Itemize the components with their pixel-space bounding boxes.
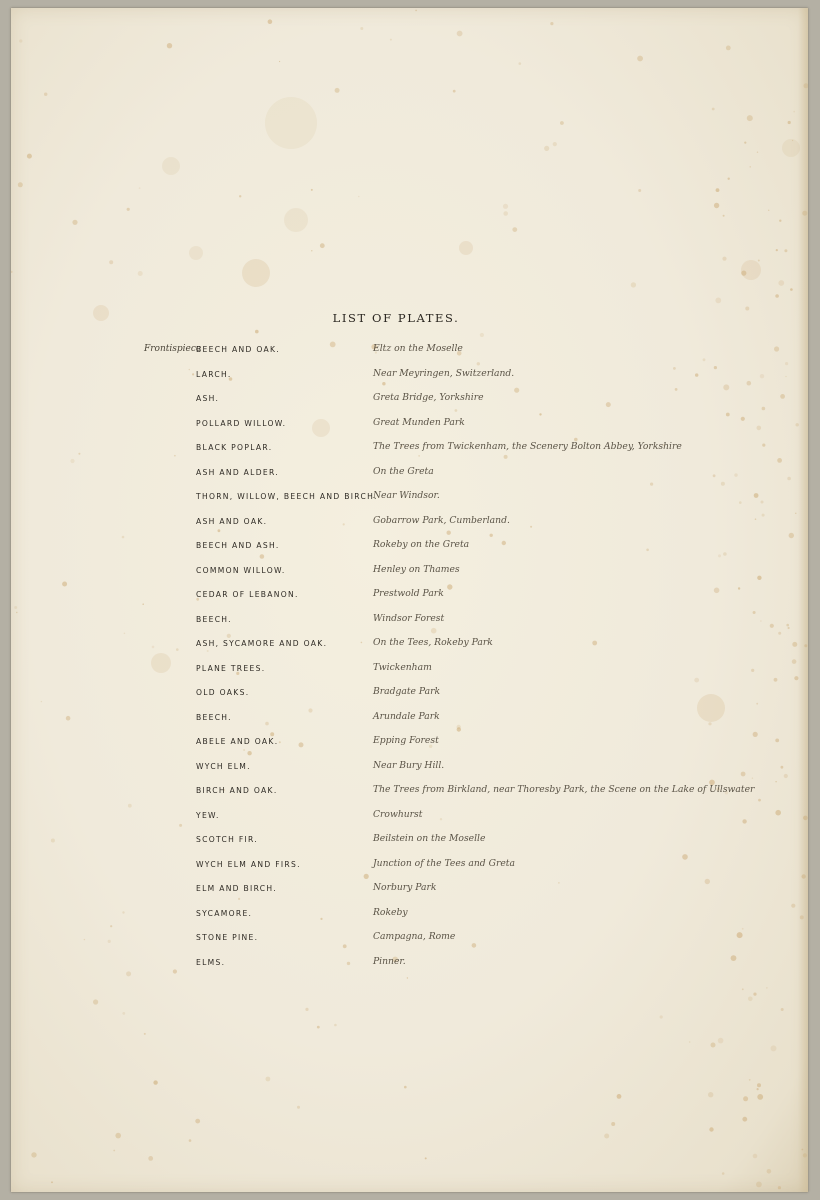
plate-location: Rokeby on the Greta bbox=[373, 539, 470, 550]
plate-location: Gobarrow Park, Cumberland. bbox=[373, 514, 510, 526]
plate-tree-name: BEECH AND OAK. bbox=[196, 345, 280, 354]
plate-location: Eltz on the Moselle bbox=[373, 343, 463, 354]
plate-location: Epping Forest bbox=[373, 735, 439, 746]
list-item bbox=[11, 932, 808, 957]
list-item bbox=[11, 859, 808, 884]
plate-tree-name: STONE PINE. bbox=[196, 933, 259, 942]
plate-location: Crowhurst bbox=[373, 808, 423, 820]
plate-location: Beilstein on the Moselle bbox=[373, 833, 486, 844]
plate-tree-name: ELM AND BIRCH. bbox=[196, 884, 277, 893]
plate-location: Near Windsor. bbox=[373, 490, 440, 501]
plate-tree-name: POLLARD WILLOW. bbox=[196, 418, 287, 428]
plate-tree-name: YEW. bbox=[196, 810, 220, 820]
plate-tree-name: OLD OAKS. bbox=[196, 688, 250, 697]
frontispiece-label: Frontispiece bbox=[144, 344, 202, 354]
page-title: LIST OF PLATES. bbox=[332, 311, 460, 325]
plate-tree-name: BEECH. bbox=[196, 712, 232, 722]
plate-tree-name: BEECH AND ASH. bbox=[196, 541, 280, 550]
plate-tree-name: BEECH. bbox=[196, 614, 232, 624]
plate-location: Henley on Thames bbox=[373, 563, 460, 575]
plate-tree-name: WYCH ELM. bbox=[196, 761, 251, 771]
plate-tree-name: BLACK POPLAR. bbox=[196, 443, 273, 452]
plate-location: Norbury Park bbox=[373, 882, 437, 893]
list-item bbox=[11, 638, 808, 663]
list-item bbox=[11, 834, 808, 859]
plate-location: Near Bury Hill. bbox=[373, 759, 445, 771]
plate-tree-name: ELMS. bbox=[196, 957, 226, 967]
list-item bbox=[11, 369, 808, 394]
list-item bbox=[11, 957, 808, 982]
list-item bbox=[11, 687, 808, 712]
plate-location: The Trees from Birkland, near Thoresby Park, the Scene on the Lake of Ullswater bbox=[373, 784, 755, 795]
list-item bbox=[11, 736, 808, 761]
list-item bbox=[11, 761, 808, 786]
list-item bbox=[11, 393, 808, 418]
list-item bbox=[11, 883, 808, 908]
list-item bbox=[11, 344, 808, 369]
plate-location: Rokeby bbox=[373, 906, 408, 918]
list-item bbox=[11, 418, 808, 443]
plate-tree-name: PLANE TREES. bbox=[196, 663, 266, 673]
plate-tree-name: THORN, WILLOW, BEECH AND BIRCH. bbox=[196, 492, 378, 501]
plate-location: Twickenham bbox=[373, 661, 432, 673]
plate-tree-name: WYCH ELM AND FIRS. bbox=[196, 859, 301, 869]
plate-tree-name: ASH AND OAK. bbox=[196, 516, 268, 526]
list-item bbox=[11, 614, 808, 639]
book-page bbox=[11, 8, 808, 1192]
list-item bbox=[11, 785, 808, 810]
plate-location: On the Tees, Rokeby Park bbox=[373, 637, 493, 648]
plate-location: Prestwold Park bbox=[373, 588, 444, 599]
list-item bbox=[11, 810, 808, 835]
list-item bbox=[11, 589, 808, 614]
plate-tree-name: ASH AND ALDER. bbox=[196, 467, 279, 477]
plate-tree-name: SCOTCH FIR. bbox=[196, 835, 259, 844]
plate-location: The Trees from Twickenham, the Scenery Bolton Abbey, Yorkshire bbox=[373, 441, 682, 452]
list-item bbox=[11, 565, 808, 590]
plate-tree-name: COMMON WILLOW. bbox=[196, 565, 286, 575]
list-item bbox=[11, 516, 808, 541]
plate-location: Pinner. bbox=[373, 955, 406, 967]
plate-tree-name: CEDAR OF LEBANON. bbox=[196, 590, 299, 599]
plate-tree-name: SYCAMORE. bbox=[196, 908, 253, 918]
plate-location: Junction of the Tees and Greta bbox=[373, 857, 515, 869]
plate-location: Bradgate Park bbox=[373, 686, 441, 697]
list-item bbox=[11, 467, 808, 492]
list-item bbox=[11, 663, 808, 688]
plate-location: Windsor Forest bbox=[373, 612, 445, 624]
list-item bbox=[11, 442, 808, 467]
plate-tree-name: ABELE AND OAK. bbox=[196, 737, 279, 746]
plate-location: Campagna, Rome bbox=[373, 931, 456, 942]
plate-location: Greta Bridge, Yorkshire bbox=[373, 392, 484, 403]
list-item bbox=[11, 540, 808, 565]
plate-tree-name: ASH. bbox=[196, 394, 220, 403]
plates-list bbox=[11, 344, 808, 981]
plate-location: Great Munden Park bbox=[373, 416, 465, 428]
plate-location: On the Greta bbox=[373, 465, 434, 477]
plate-location: Arundale Park bbox=[373, 710, 440, 722]
plate-tree-name: BIRCH AND OAK. bbox=[196, 786, 278, 795]
plate-tree-name: LARCH. bbox=[196, 369, 232, 379]
list-item bbox=[11, 491, 808, 516]
plate-location: Near Meyringen, Switzerland. bbox=[373, 367, 515, 379]
list-item bbox=[11, 908, 808, 933]
plate-tree-name: ASH, SYCAMORE AND OAK. bbox=[196, 639, 328, 648]
list-item bbox=[11, 712, 808, 737]
